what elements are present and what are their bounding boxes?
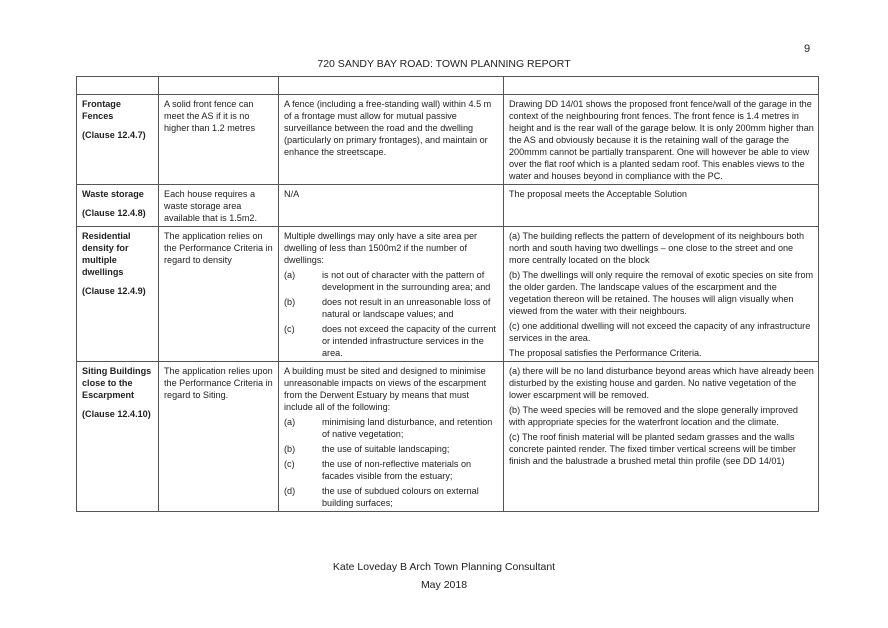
acceptable-solution-cell (159, 362, 279, 512)
response-cell (504, 95, 819, 185)
table-row (77, 227, 819, 362)
item-text: the use of subdued colours on external building surfaces; (322, 486, 479, 508)
response-paragraph: (b) The dwellings will only require the removal of exotic species on site from the older garden. The landscape values of the escarpment and the vegetation thereon will be retained. The houses will align visually when viewed from the water with their neighbours. (509, 270, 814, 316)
response-cell (504, 362, 819, 512)
criterion-cell (77, 185, 159, 227)
header-cell (77, 77, 159, 95)
response-paragraph: (a) The building reflects the pattern of development of its neighbours both north and south having two dwellings – one close to the street and one more centrally located on the block (509, 231, 805, 265)
clause-reference: (Clause 12.4.8) (82, 208, 146, 218)
performance-criteria-item (284, 296, 499, 320)
page-title: 720 SANDY BAY ROAD: TOWN PLANNING REPORT (317, 58, 571, 70)
acceptable-solution-text: A solid front fence can meet the AS if it is no higher than 1.2 metres (164, 99, 255, 133)
criterion-title: Frontage Fences (82, 99, 121, 121)
criterion-title: Siting Buildings close to the Escarpment (82, 366, 152, 400)
criterion-cell (77, 227, 159, 362)
clause-reference: (Clause 12.4.7) (82, 130, 146, 140)
clause-reference: (Clause 12.4.9) (82, 286, 146, 296)
criterion-title: Waste storage (82, 189, 144, 199)
clause-reference: (Clause 12.4.10) (82, 409, 151, 419)
criterion-title: Residential density for multiple dwellings (82, 231, 131, 277)
response-cell (504, 227, 819, 362)
acceptable-solution-text: The application relies upon the Performance Criteria in regard to Siting. (164, 366, 273, 400)
performance-criteria-cell (279, 362, 504, 512)
item-label: (d) (284, 486, 296, 496)
table-row (77, 185, 819, 227)
performance-criteria-text: A fence (including a free-standing wall) within 4.5 m of a frontage must allow for mutual passive surveillance between the road and the dwelling (particularly on primary frontages), and maintain or enhance the streetscape. (284, 99, 492, 157)
item-text: the use of suitable landscaping; (322, 444, 450, 454)
performance-criteria-item (284, 416, 499, 440)
item-label: (b) (284, 444, 296, 454)
item-text: does not exceed the capacity of the current or intended infrastructure services in the area. (322, 324, 496, 358)
response-paragraph: Drawing DD 14/01 shows the proposed front fence/wall of the garage in the context of the neighbouring front fences. The front fence is 1.4 metres in height and is the rear wall of the garage below. It is only 200mm higher than the AS and obviously because it is the retaining wall of the garage the 200mmm cannot be partially transparent. One will however be able to view over the flat roof which is a planted sedam roof. This enables views to the water and houses beyond in compliance with the PC. (509, 99, 814, 181)
item-text: the use of non-reflective materials on facades visible from the estuary; (322, 459, 472, 481)
criterion-cell (77, 362, 159, 512)
item-label: (a) (284, 417, 296, 427)
acceptable-solution-cell (159, 95, 279, 185)
performance-criteria-text: A building must be sited and designed to minimise unreasonable impacts on views of the escarpment from the Derwent Estuary by means that must include all of the following: (284, 366, 487, 412)
response-paragraph: (b) The weed species will be removed and the slope generally improved with appropriate species for the waterfront location and the climate. (509, 405, 798, 427)
acceptable-solution-text: The application relies on the Performance Criteria in regard to density (164, 231, 273, 265)
performance-criteria-cell (279, 227, 504, 362)
response-cell (504, 185, 819, 227)
footer-author: Kate Loveday B Arch Town Planning Consultant (332, 561, 556, 573)
performance-criteria-item (284, 485, 499, 509)
performance-criteria-text: N/A (284, 189, 300, 199)
acceptable-solution-text: Each house requires a waste storage area available that is 1.5m2. (164, 189, 258, 223)
planning-table (76, 76, 819, 512)
table-row (77, 362, 819, 512)
criterion-cell (77, 95, 159, 185)
acceptable-solution-cell (159, 185, 279, 227)
footer-date: May 2018 (420, 579, 468, 591)
table-row (77, 95, 819, 185)
performance-criteria-item (284, 458, 499, 482)
item-text: does not result in an unreasonable loss of natural or landscape values; and (322, 297, 491, 319)
header-cell (279, 77, 504, 95)
page-number: 9 (804, 43, 811, 55)
performance-criteria-item (284, 323, 499, 359)
response-paragraph: (a) there will be no land disturbance beyond areas which have already been disturbed by the existing house and garden. No native vegetation of the lower escarpment will be removed. (509, 366, 814, 400)
item-label: (c) (284, 324, 295, 334)
performance-criteria-cell (279, 95, 504, 185)
performance-criteria-text: Multiple dwellings may only have a site area per dwelling of less than 1500m2 if the number of dwellings: (284, 231, 478, 265)
header-cell (504, 77, 819, 95)
item-label: (b) (284, 297, 296, 307)
item-text: is not out of character with the pattern of development in the surrounding area; and (322, 270, 491, 292)
performance-criteria-cell (279, 185, 504, 227)
item-label: (a) (284, 270, 296, 280)
performance-criteria-item (284, 269, 499, 293)
response-paragraph: (c) The roof finish material will be planted sedam grasses and the walls concrete painted render. The fixed timber vertical screens will be timber finish and the balustrade a brushed metal thin profile (see DD 14/01) (509, 432, 796, 466)
performance-criteria-item (284, 443, 499, 455)
acceptable-solution-cell (159, 227, 279, 362)
table-header-row (77, 77, 819, 95)
header-cell (159, 77, 279, 95)
item-label: (c) (284, 459, 295, 469)
response-paragraph: The proposal meets the Acceptable Solution (509, 189, 687, 199)
response-paragraph: The proposal satisfies the Performance Criteria. (509, 348, 702, 358)
response-paragraph: (c) one additional dwelling will not exceed the capacity of any infrastructure services in the area. (509, 321, 811, 343)
item-text: minimising land disturbance, and retention of native vegetation; (322, 417, 493, 439)
